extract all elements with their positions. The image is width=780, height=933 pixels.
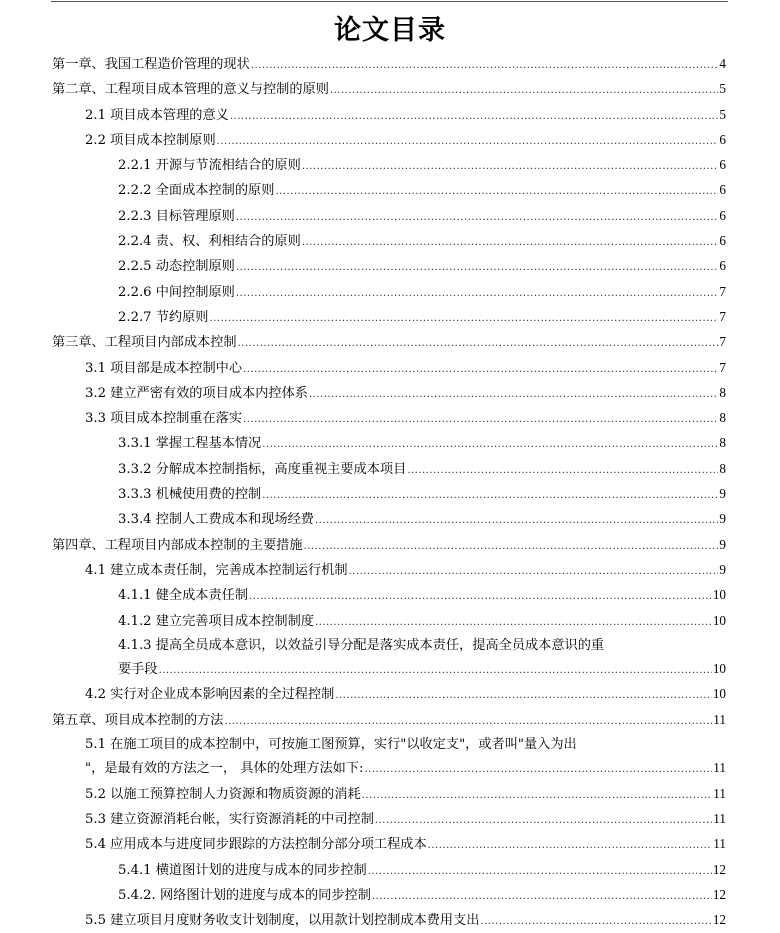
toc-entry-page-number: 12 — [712, 861, 726, 877]
dot-leader — [224, 710, 712, 733]
toc-entry-title: 5.4.1 横道图计划的进度与成本的同步控制 — [118, 862, 367, 878]
dot-leader — [368, 860, 712, 883]
toc-entry-title: 第五章、项目成本控制的方法 — [52, 712, 224, 728]
toc-entry[interactable] — [52, 832, 726, 857]
toc-entry-page-number: 10 — [712, 612, 726, 628]
toc-entry-page-number: 6 — [719, 131, 726, 147]
dot-leader — [210, 307, 719, 330]
toc-entry[interactable] — [52, 733, 726, 782]
dot-leader — [304, 535, 719, 558]
toc-entry-title: 4.1.2 建立完善项目成本控制制度 — [118, 613, 314, 629]
toc-entry-page-number: 10 — [712, 587, 726, 603]
toc-entry-title: 5.4.2. 网络图计划的进度与成本的同步控制 — [118, 887, 371, 903]
toc-entry-page-number: 8 — [719, 460, 726, 476]
toc-entry-title: 2.2.6 中间控制原则 — [118, 284, 235, 300]
toc-entry-title: 4.1.1 健全成本责任制 — [118, 588, 249, 604]
toc-entry-title: 2.2.5 动态控制原则 — [118, 259, 235, 275]
toc-entry-page-number: 11 — [713, 760, 726, 776]
dot-leader — [249, 585, 712, 608]
toc-entry-title: 3.3.4 控制人工费成本和现场经费 — [118, 512, 314, 528]
toc-entry[interactable] — [52, 507, 726, 532]
toc-entry[interactable] — [52, 178, 726, 203]
dot-leader — [335, 684, 711, 707]
dot-leader — [480, 910, 711, 933]
toc-entry-title: 2.2 项目成本控制原则 — [85, 132, 216, 148]
toc-entry[interactable] — [52, 103, 726, 128]
toc-entry-page-number: 7 — [719, 283, 726, 299]
toc-entry-page-number: 7 — [719, 359, 726, 375]
toc-entry[interactable] — [52, 609, 726, 634]
dot-leader — [243, 408, 718, 431]
dot-leader — [315, 611, 712, 634]
toc-entry-title: 第一章、我国工程造价管理的现状 — [52, 57, 250, 72]
toc-entry-title: 5.2 以施工预算控制人力资源和物质资源的消耗 — [85, 786, 361, 802]
toc-entry-page-number: 6 — [719, 233, 726, 249]
toc-entry[interactable] — [52, 254, 726, 279]
toc-entry-title: 第三章、工程项目内部成本控制 — [52, 335, 237, 351]
toc-entry-page-number: 12 — [712, 886, 726, 902]
toc-entry-page-number: 10 — [712, 686, 726, 702]
toc-entry[interactable] — [52, 634, 726, 683]
dot-leader — [302, 155, 719, 178]
dot-leader — [262, 484, 718, 507]
toc-entry-title: 3.3.3 机械使用费的控制 — [118, 487, 262, 503]
toc-entry-page-number: 4 — [719, 56, 726, 71]
dot-leader — [375, 809, 712, 832]
toc-entry-title: 2.2.7 节约原则 — [118, 309, 209, 325]
toc-entry-page-number: 7 — [719, 308, 726, 324]
toc-entry-page-number: 12 — [712, 912, 726, 928]
dot-leader — [349, 560, 719, 583]
toc-entry[interactable] — [52, 807, 726, 832]
toc-entry-page-number: 11 — [713, 711, 726, 727]
toc-entry-title: 3.1 项目部是成本控制中心 — [85, 360, 243, 376]
toc-entry[interactable] — [52, 782, 726, 807]
toc-entry[interactable] — [52, 229, 726, 254]
toc-entry[interactable] — [52, 708, 726, 733]
dot-leader — [362, 784, 713, 807]
toc-entry-page-number: 8 — [719, 435, 726, 451]
toc-entry[interactable] — [52, 482, 726, 507]
toc-entry-title: 第二章、工程项目成本管理的意义与控制的原则 — [52, 82, 329, 98]
dot-leader — [302, 231, 719, 254]
dot-leader — [251, 54, 719, 77]
toc-entry-page-number: 5 — [719, 106, 726, 122]
toc-entry[interactable] — [52, 406, 726, 431]
toc-entry[interactable] — [52, 330, 726, 355]
dot-leader — [236, 282, 719, 305]
toc-entry[interactable] — [52, 280, 726, 305]
dot-leader — [217, 130, 719, 153]
dot-leader — [315, 509, 718, 532]
toc-entry-title: 5.5 建立项目月度财务收支计划制度，以用款计划控制成本费用支出 — [85, 913, 480, 929]
top-rule — [51, 1, 728, 2]
page-title: 论文目录 — [334, 15, 446, 46]
toc-entry-title: 2.2.1 开源与节流相结合的原则 — [118, 158, 301, 174]
dot-leader — [236, 206, 719, 229]
toc-entry-page-number: 11 — [713, 810, 726, 826]
toc-entry-title: 2.2.4 责、权、利相结合的原则 — [118, 234, 301, 250]
toc-entry-page-number: 9 — [719, 511, 726, 527]
toc-entry[interactable] — [52, 356, 726, 381]
dot-leader — [275, 180, 718, 203]
toc-entry-title-continuation: 要手段 — [118, 662, 158, 678]
dot-leader — [159, 659, 712, 682]
toc-entry-title: 2.1 项目成本管理的意义 — [85, 107, 229, 123]
dot-leader — [428, 834, 713, 857]
toc-entry-page-number: 11 — [713, 785, 726, 801]
toc-entry-title: 4.1.3 提高全员成本意识，以效益引导分配是落实成本责任，提高全员成本意识的重 — [118, 637, 605, 653]
toc-entry[interactable] — [52, 77, 726, 102]
toc-entry-title: 2.2.3 目标管理原则 — [118, 208, 235, 224]
toc-entry-page-number: 6 — [719, 182, 726, 198]
toc-entry-page-number: 9 — [719, 561, 726, 577]
toc-entry[interactable] — [52, 858, 726, 883]
toc-entry[interactable] — [52, 908, 726, 933]
toc-entry[interactable] — [52, 457, 726, 482]
toc-entry-page-number: 6 — [719, 207, 726, 223]
toc-entry-page-number: 6 — [719, 258, 726, 274]
toc-entry[interactable] — [52, 533, 726, 558]
toc-entry-title-continuation: "，是最有效的方法之一， 具体的处理方法如下: — [85, 761, 364, 777]
toc-entry-title: 3.3.2 分解成本控制指标，高度重视主要成本项目 — [118, 461, 407, 477]
toc-entry-page-number: 5 — [719, 81, 726, 97]
dot-leader — [262, 433, 718, 456]
toc-entry-page-number: 8 — [719, 410, 726, 426]
toc-entry-page-number: 7 — [719, 334, 726, 350]
dot-leader — [372, 885, 712, 908]
toc-entry-page-number: 6 — [719, 157, 726, 173]
toc-entry[interactable] — [52, 682, 726, 707]
dot-leader — [238, 332, 719, 355]
toc-entry[interactable] — [52, 52, 726, 77]
toc-entry-page-number: 9 — [719, 536, 726, 552]
toc-entry[interactable] — [52, 153, 726, 178]
toc-entry-title: 5.3 建立资源消耗台帐，实行资源消耗的中司控制 — [85, 811, 374, 827]
dot-leader — [230, 105, 719, 128]
toc-entry-title: 2.2.2 全面成本控制的原则 — [118, 183, 275, 199]
toc-entry[interactable] — [52, 558, 726, 583]
dot-leader — [407, 459, 718, 482]
toc-entry-title: 3.2 建立严密有效的项目成本内控体系 — [85, 385, 308, 401]
toc-entry[interactable] — [52, 583, 726, 608]
toc-entry-title: 5.1 在施工项目的成本控制中，可按施工图预算，实行"以收定支"，或者叫"量入为出 — [85, 737, 577, 753]
dot-leader — [309, 383, 718, 406]
toc-entry-title: 4.1 建立成本责任制，完善成本控制运行机制 — [85, 562, 348, 578]
toc-entry-page-number: 11 — [713, 836, 726, 852]
toc-entry-page-number: 8 — [719, 384, 726, 400]
toc-entry[interactable] — [52, 128, 726, 153]
toc-entry-title: 第四章、工程项目内部成本控制的主要措施 — [52, 537, 303, 553]
dot-leader — [243, 358, 718, 381]
toc-entry-page-number: 10 — [712, 661, 726, 677]
toc-entry-title: 5.4 应用成本与进度同步跟踪的方法控制分部分项工程成本 — [85, 837, 427, 853]
toc-entry[interactable] — [52, 431, 726, 456]
toc-entry-title: 3.3.1 掌握工程基本情况 — [118, 436, 262, 452]
dot-leader — [330, 79, 718, 102]
dot-leader — [236, 256, 719, 279]
toc-entry[interactable] — [52, 305, 726, 330]
table-of-contents — [52, 52, 726, 933]
toc-entry-title: 3.3 项目成本控制重在落实 — [85, 411, 243, 427]
toc-entry[interactable] — [52, 204, 726, 229]
toc-entry-page-number: 9 — [719, 486, 726, 502]
dot-leader — [364, 758, 712, 781]
toc-entry-title: 4.2 实行对企业成本影响因素的全过程控制 — [85, 687, 335, 703]
toc-entry[interactable] — [52, 381, 726, 406]
